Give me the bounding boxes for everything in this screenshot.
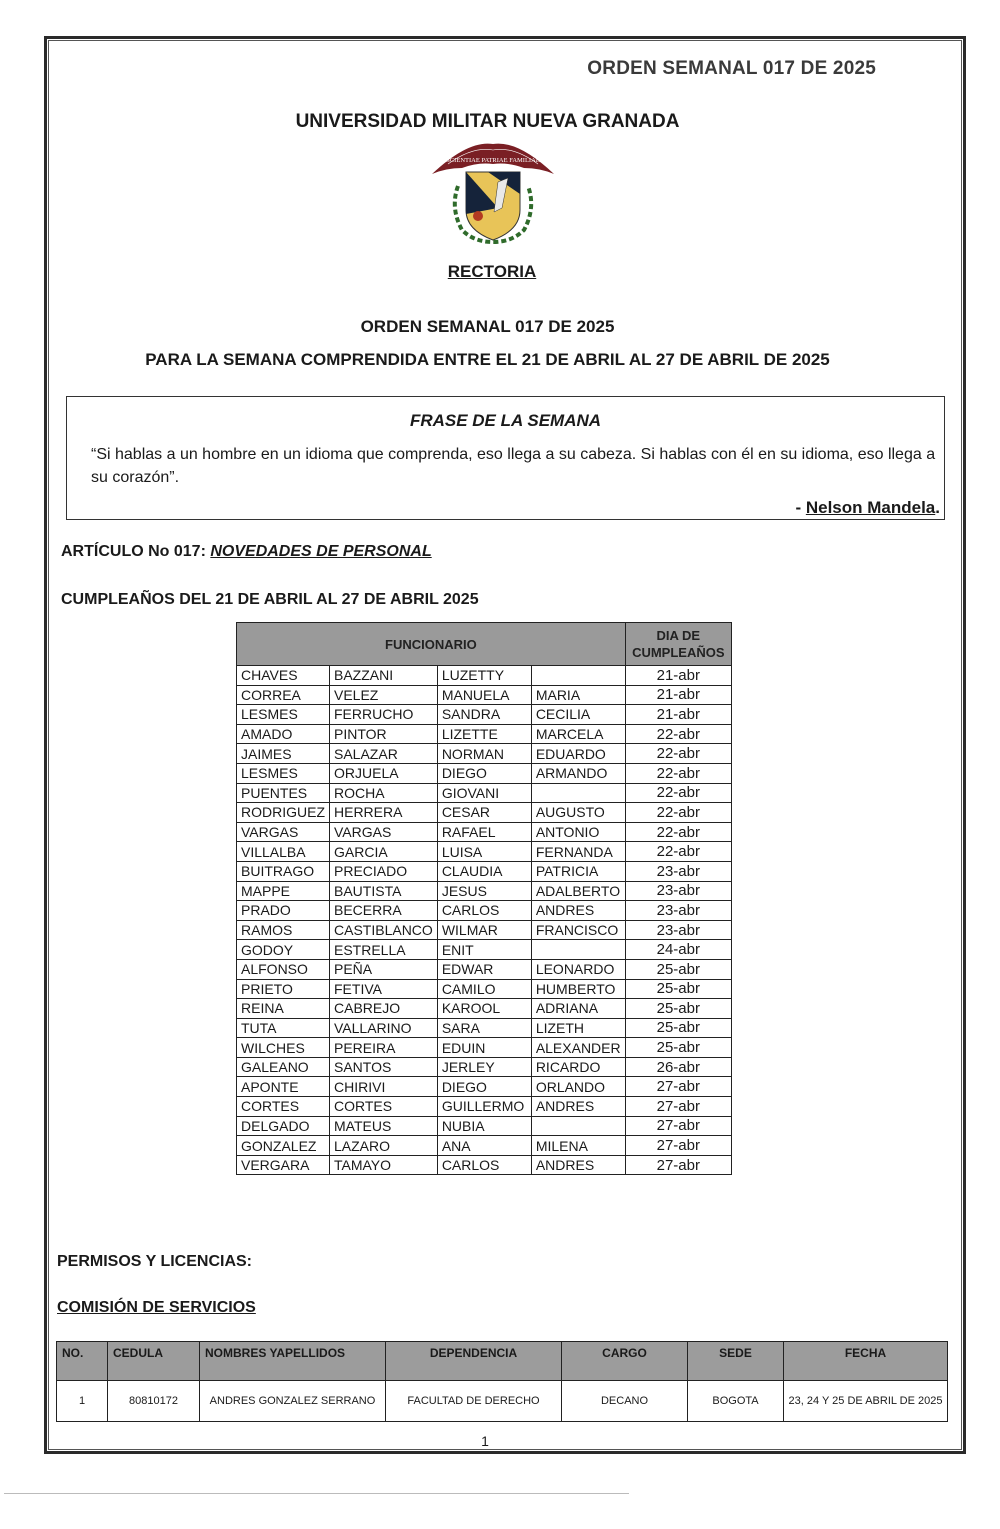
name-part: VARGAS [330, 822, 438, 842]
name-part: FETIVA [330, 979, 438, 999]
logo-motto: SCIENTIAE PATRIAE FAMILIAE [446, 157, 540, 164]
birthday-date: 27-abr [625, 1097, 731, 1117]
col-nombres: NOMBRES YAPELLIDOS [200, 1342, 386, 1381]
birthday-date: 21-abr [625, 705, 731, 725]
name-part: VILLALBA [237, 842, 330, 862]
university-name: UNIVERSIDAD MILITAR NUEVA GRANADA [295, 111, 680, 132]
quote-dash: - [795, 498, 806, 517]
name-part: BAUTISTA [330, 881, 438, 901]
name-part [531, 940, 625, 960]
name-part: MARCELA [531, 724, 625, 744]
commission-cell: ANDRES GONZALEZ SERRANO [200, 1381, 386, 1422]
name-part: ALEXANDER [531, 1038, 625, 1058]
birthday-date: 23-abr [625, 920, 731, 940]
birthday-date: 22-abr [625, 842, 731, 862]
name-part: MILENA [531, 1136, 625, 1156]
birthdays-body [237, 666, 732, 1175]
name-part: DIEGO [437, 1077, 531, 1097]
name-part: HERRERA [330, 803, 438, 823]
birthday-date: 23-abr [625, 881, 731, 901]
name-part: DELGADO [237, 1116, 330, 1136]
quote-box [66, 396, 945, 520]
birthday-date: 25-abr [625, 959, 731, 979]
name-part: ORJUELA [330, 763, 438, 783]
name-part: SANTOS [330, 1057, 438, 1077]
name-part: PINTOR [330, 724, 438, 744]
name-part: ROCHA [330, 783, 438, 803]
birthday-row [237, 685, 732, 705]
birthday-date: 21-abr [625, 685, 731, 705]
article-title: NOVEDADES DE PERSONAL [210, 543, 432, 560]
commission-cell: DECANO [562, 1381, 688, 1422]
birthday-row [237, 763, 732, 783]
col-cargo: CARGO [562, 1342, 688, 1381]
birthday-row [237, 724, 732, 744]
name-part: JERLEY [437, 1057, 531, 1077]
name-part: WILMAR [437, 920, 531, 940]
col-dependencia: DEPENDENCIA [386, 1342, 562, 1381]
name-part: MAPPE [237, 881, 330, 901]
name-part: ANTONIO [531, 822, 625, 842]
birthday-row [237, 1097, 732, 1117]
birthday-row [237, 744, 732, 764]
birthday-date: 22-abr [625, 724, 731, 744]
birthday-date: 22-abr [625, 803, 731, 823]
week-range: PARA LA SEMANA COMPRENDIDA ENTRE EL 21 DE ABRIL AL 27 DE ABRIL DE 2025 [145, 350, 830, 369]
name-part: RAMOS [237, 920, 330, 940]
name-part: GIOVANI [437, 783, 531, 803]
name-part: CARLOS [437, 901, 531, 921]
birthday-row [237, 881, 732, 901]
commission-heading: COMISIÓN DE SERVICIOS [57, 1299, 256, 1316]
commission-table [56, 1341, 948, 1422]
birthday-row [237, 1136, 732, 1156]
name-part: CASTIBLANCO [330, 920, 438, 940]
birthday-date: 25-abr [625, 979, 731, 999]
name-part: LUZETTY [437, 666, 531, 686]
name-part: PEÑA [330, 959, 438, 979]
university-logo [428, 138, 558, 254]
commission-row [57, 1381, 948, 1422]
birthday-date: 27-abr [625, 1077, 731, 1097]
name-part: BAZZANI [330, 666, 438, 686]
birthday-row [237, 822, 732, 842]
birthday-date: 23-abr [625, 901, 731, 921]
name-part: CLAUDIA [437, 861, 531, 881]
office-title: RECTORIA [447, 262, 537, 281]
quote-period: . [935, 498, 940, 517]
birthday-date: 22-abr [625, 783, 731, 803]
name-part: JAIMES [237, 744, 330, 764]
name-part: PRADO [237, 901, 330, 921]
birthday-date: 25-abr [625, 1018, 731, 1038]
birthday-date: 27-abr [625, 1155, 731, 1175]
name-part: GONZALEZ [237, 1136, 330, 1156]
name-part: EDWAR [437, 959, 531, 979]
name-part: SALAZAR [330, 744, 438, 764]
name-part: RODRIGUEZ [237, 803, 330, 823]
name-part: ANDRES [531, 901, 625, 921]
birthday-row [237, 920, 732, 940]
name-part: MARIA [531, 685, 625, 705]
birthday-row [237, 861, 732, 881]
commission-cell: FACULTAD DE DERECHO [386, 1381, 562, 1422]
name-part: CAMILO [437, 979, 531, 999]
name-part: VERGARA [237, 1155, 330, 1175]
name-part [531, 1116, 625, 1136]
birthday-date: 27-abr [625, 1136, 731, 1156]
name-part: GALEANO [237, 1057, 330, 1077]
name-part: CORREA [237, 685, 330, 705]
university-shield-icon [428, 138, 558, 254]
name-part: PRECIADO [330, 861, 438, 881]
name-part: SANDRA [437, 705, 531, 725]
name-part: VALLARINO [330, 1018, 438, 1038]
name-part: DIEGO [437, 763, 531, 783]
birthday-row [237, 705, 732, 725]
name-part: RAFAEL [437, 822, 531, 842]
birthday-row [237, 1155, 732, 1175]
quote-title: FRASE DE LA SEMANA [409, 411, 602, 430]
name-part: GUILLERMO [437, 1097, 531, 1117]
birthday-date: 25-abr [625, 1038, 731, 1058]
name-part: PEREIRA [330, 1038, 438, 1058]
name-part: BUITRAGO [237, 861, 330, 881]
birthday-row [237, 1077, 732, 1097]
birthday-row [237, 1018, 732, 1038]
name-part: MANUELA [437, 685, 531, 705]
name-part: NORMAN [437, 744, 531, 764]
name-part: EDUARDO [531, 744, 625, 764]
name-part: ORLANDO [531, 1077, 625, 1097]
birthday-date: 22-abr [625, 744, 731, 764]
name-part: ADALBERTO [531, 881, 625, 901]
name-part: TUTA [237, 1018, 330, 1038]
birthday-date: 25-abr [625, 999, 731, 1019]
article-prefix: ARTÍCULO No 017: [61, 543, 211, 560]
birthday-date: 24-abr [625, 940, 731, 960]
name-part: GARCIA [330, 842, 438, 862]
name-part: BECERRA [330, 901, 438, 921]
name-part: RICARDO [531, 1057, 625, 1077]
name-part: MATEUS [330, 1116, 438, 1136]
col-cedula: CEDULA [108, 1342, 200, 1381]
permissions-heading: PERMISOS Y LICENCIAS: [57, 1253, 252, 1270]
name-part: CHIRIVI [330, 1077, 438, 1097]
col-sede: SEDE [688, 1342, 784, 1381]
birthday-row [237, 783, 732, 803]
name-part: ALFONSO [237, 959, 330, 979]
name-part: LUISA [437, 842, 531, 862]
name-part: CHAVES [237, 666, 330, 686]
birthday-date: 23-abr [625, 861, 731, 881]
birthday-date: 22-abr [625, 822, 731, 842]
name-part: JESUS [437, 881, 531, 901]
quote-author [795, 498, 940, 518]
birthday-date: 22-abr [625, 763, 731, 783]
commission-cell: BOGOTA [688, 1381, 784, 1422]
commission-cell: 23, 24 Y 25 DE ABRIL DE 2025 [784, 1381, 948, 1422]
name-part: REINA [237, 999, 330, 1019]
birthday-row [237, 979, 732, 999]
birthday-row [237, 1057, 732, 1077]
name-part: LIZETTE [437, 724, 531, 744]
name-part: CORTES [330, 1097, 438, 1117]
header-dia: DIA DE CUMPLEAÑOS [625, 623, 731, 666]
name-part: VELEZ [330, 685, 438, 705]
name-part: LAZARO [330, 1136, 438, 1156]
commission-cell: 1 [57, 1381, 108, 1422]
birthday-row [237, 999, 732, 1019]
birthday-row [237, 940, 732, 960]
name-part: CARLOS [437, 1155, 531, 1175]
name-part: CECILIA [531, 705, 625, 725]
birthday-row [237, 666, 732, 686]
name-part: VARGAS [237, 822, 330, 842]
name-part: HUMBERTO [531, 979, 625, 999]
orden-title: ORDEN SEMANAL 017 DE 2025 [360, 317, 615, 336]
name-part: AMADO [237, 724, 330, 744]
birthday-row [237, 901, 732, 921]
birthday-date: 21-abr [625, 666, 731, 686]
quote-text: “Si hablas a un hombre en un idioma que comprenda, eso llega a su cabeza. Si hablas con él en su idioma, eso llega a su corazón”. [91, 446, 936, 486]
name-part: FERRUCHO [330, 705, 438, 725]
header-orden-top: ORDEN SEMANAL 017 DE 2025 [587, 58, 876, 79]
name-part: CABREJO [330, 999, 438, 1019]
name-part: ANDRES [531, 1155, 625, 1175]
name-part: LIZETH [531, 1018, 625, 1038]
header-funcionario: FUNCIONARIO [237, 623, 626, 666]
name-part: WILCHES [237, 1038, 330, 1058]
name-part: FERNANDA [531, 842, 625, 862]
birthdays-title: CUMPLEAÑOS DEL 21 DE ABRIL AL 27 DE ABRIL 2025 [61, 591, 479, 608]
birthday-row [237, 959, 732, 979]
name-part: ADRIANA [531, 999, 625, 1019]
name-part: LEONARDO [531, 959, 625, 979]
page-number: 1 [481, 1433, 489, 1449]
name-part: ANDRES [531, 1097, 625, 1117]
name-part: TAMAYO [330, 1155, 438, 1175]
quote-author-name: Nelson Mandela [805, 498, 936, 517]
birthdays-table [236, 622, 732, 1175]
name-part: CESAR [437, 803, 531, 823]
commission-cell: 80810172 [108, 1381, 200, 1422]
birthday-row [237, 842, 732, 862]
name-part: APONTE [237, 1077, 330, 1097]
name-part: GODOY [237, 940, 330, 960]
col-no: NO. [57, 1342, 108, 1381]
name-part [531, 783, 625, 803]
article-heading [61, 543, 432, 561]
name-part: SARA [437, 1018, 531, 1038]
bottom-divider [4, 1493, 629, 1494]
birthday-row [237, 1116, 732, 1136]
birthday-date: 27-abr [625, 1116, 731, 1136]
name-part: LESMES [237, 763, 330, 783]
name-part [531, 666, 625, 686]
name-part: ESTRELLA [330, 940, 438, 960]
name-part: PATRICIA [531, 861, 625, 881]
name-part: ANA [437, 1136, 531, 1156]
name-part: NUBIA [437, 1116, 531, 1136]
name-part: EDUIN [437, 1038, 531, 1058]
name-part: PUENTES [237, 783, 330, 803]
commission-body [57, 1381, 948, 1422]
birthday-row [237, 1038, 732, 1058]
name-part: PRIETO [237, 979, 330, 999]
col-fecha: FECHA [784, 1342, 948, 1381]
name-part: ARMANDO [531, 763, 625, 783]
name-part: ENIT [437, 940, 531, 960]
name-part: AUGUSTO [531, 803, 625, 823]
birthday-date: 26-abr [625, 1057, 731, 1077]
birthday-row [237, 803, 732, 823]
name-part: CORTES [237, 1097, 330, 1117]
name-part: FRANCISCO [531, 920, 625, 940]
name-part: KAROOL [437, 999, 531, 1019]
name-part: LESMES [237, 705, 330, 725]
